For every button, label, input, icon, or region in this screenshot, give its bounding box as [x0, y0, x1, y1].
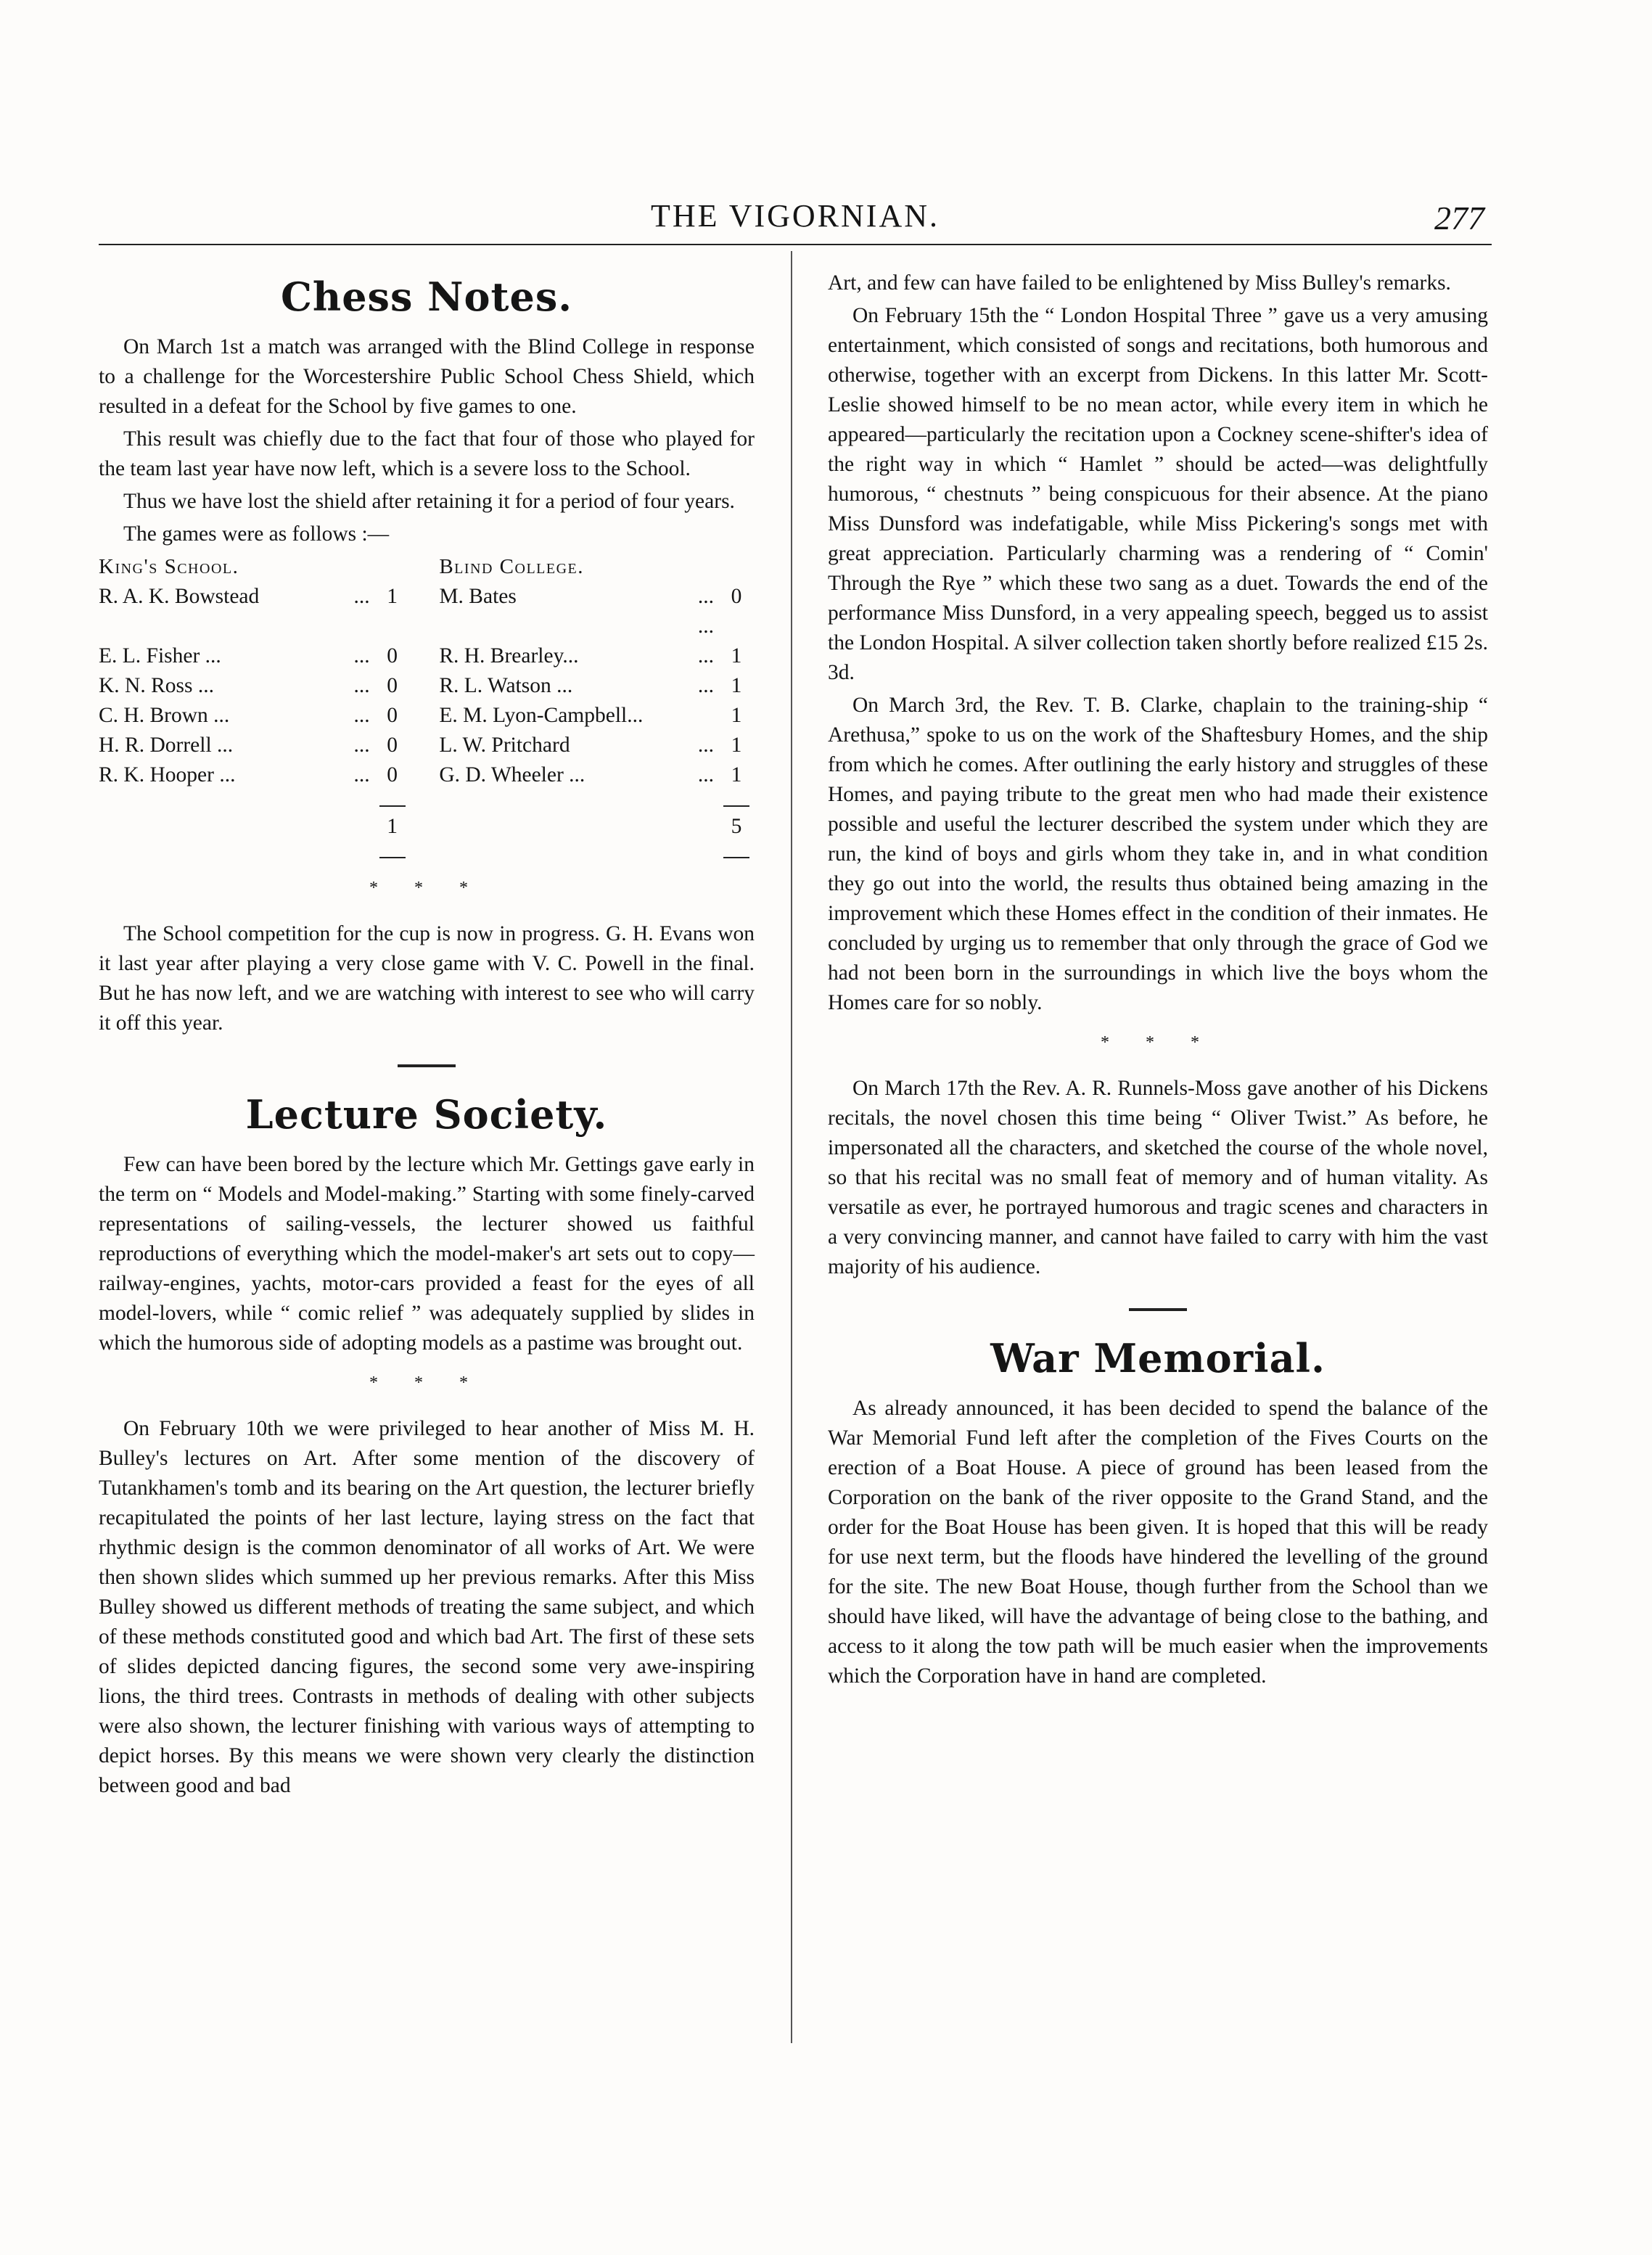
kings-player: K. N. Ross ...	[99, 674, 214, 697]
blind-player: R. L. Watson ...	[439, 674, 573, 697]
leader-dots: ...	[697, 734, 715, 757]
blind-college-header: Blind College.	[439, 555, 585, 578]
leader-dots: ...	[697, 644, 715, 668]
blind-score: 1	[731, 734, 742, 757]
blind-score: 1	[731, 674, 742, 697]
table-row	[99, 731, 755, 760]
blind-score: 1	[731, 704, 742, 727]
blind-player: G. D. Wheeler ...	[439, 763, 585, 786]
column-divider	[791, 251, 792, 2043]
leader-dots: ...	[697, 763, 715, 786]
war-memorial-title: War Memorial.	[990, 1335, 1326, 1381]
war-memorial-paragraph: As already announced, it has been decided to spend the balance of the War Memorial Fund left after the completion of the Fives Courts on the erection of a Boat House. A piece of ground has been leased from the Corporation on the bank of the river opposite to the Grand Stand, and the order for the Boat House has been given. It is hoped that this will be ready for use next term, but the floods have hindered the levelling of the ground for the site. The new Boat House, though further from the School than we should have liked, will have the advantage of being close to the bathing, and access to it along the tow path will be much easier when the improvements which the Corporation have in hand are completed.	[828, 1397, 1488, 1688]
leader-dots: ...	[353, 674, 370, 697]
blind-player: M. Bates	[439, 585, 517, 608]
leader-dots: ...	[353, 644, 370, 668]
total-rule-row	[99, 790, 755, 812]
blind-score: 1	[731, 644, 742, 668]
header-rule	[99, 244, 1492, 245]
games-intro: The games were as follows :—	[123, 522, 390, 546]
blind-player: L. W. Pritchard	[439, 734, 570, 757]
left-column	[99, 268, 755, 1804]
leader-dots: ...	[353, 734, 370, 757]
leader-dots: ...	[353, 763, 370, 786]
kings-player: R. K. Hooper ...	[99, 763, 236, 786]
total-row	[99, 812, 755, 842]
section-stars: * * *	[369, 879, 484, 898]
total-rule	[374, 842, 411, 863]
lecture-paragraph: On March 17th the Rev. A. R. Runnels-Moss gave another of his Dickens recitals, the novel chosen this time being “ Oliver Twist.” As before, he impersonated all the characters, and sketched the course of the whole novel, so that his recital was no small feat of memory and of human vitality. As versatile as ever, he portrayed humorous and tragic scenes and characters in a very convincing manner, and cannot have failed to carry with him the vast majority of his audience.	[828, 1077, 1488, 1278]
blind-total: 5	[731, 815, 742, 838]
kings-player: R. A. K. Bowstead	[99, 585, 260, 608]
lecture-paragraph: On March 3rd, the Rev. T. B. Clarke, chaplain to the training-ship “ Arethusa,” spoke to us on the work of the Shaftesbury Homes, and the ship from which he comes. After outlining the early history and struggles of these Homes, and paying tribute to the great men who had made their existence possible and useful the lecturer described the system under which they are run, the kind of boys and girls whom they take in, and in what condition they go out into the world, the results thus obtained being amazing in the improvement which these Homes effect in the condition of their inmates. He concluded by urging us to remember that only through the grace of God we had not been born in the surroundings in which live the boys whom the Homes care for so nobly.	[828, 694, 1488, 1014]
blind-player: E. M. Lyon-Campbell...	[439, 704, 644, 727]
running-title: THE VIGORNIAN.	[650, 198, 940, 234]
table-header-row	[99, 552, 755, 582]
leader-dots: ...	[353, 585, 370, 608]
kings-score: 0	[387, 644, 398, 668]
kings-score: 0	[387, 704, 398, 727]
leader-dots: ...	[353, 704, 370, 727]
leader-dots	[685, 701, 718, 731]
table-row	[99, 582, 755, 641]
leader-dots: ...	[697, 674, 715, 697]
kings-school-header: King's School.	[99, 555, 239, 578]
blind-score: 1	[731, 763, 742, 786]
lecture-society-title: Lecture Society.	[245, 1091, 608, 1138]
kings-player: C. H. Brown ...	[99, 704, 230, 727]
blind-player: R. H. Brearley...	[439, 644, 579, 668]
lecture-paragraph: Few can have been bored by the lecture which Mr. Gettings gave early in the term on “ Models and Model-making.” Starting with some finely-carved representations of sailing-vessels, the lecturer showed us faithful reproductions of everything which the model-maker's art sets out to copy—railway-engines, yachts, motor-cars provided a feast for the eyes of all model-lovers, while “ comic relief ” was adequately supplied by slides in which the humorous side of adopting models as a pastime was brought out.	[99, 1153, 755, 1355]
blind-score: 0	[731, 585, 742, 608]
chess-notes-title: Chess Notes.	[280, 274, 573, 320]
right-column	[828, 268, 1488, 1694]
lecture-paragraph: On February 10th we were privileged to hear another of Miss M. H. Bulley's lectures on Art. After some mention of the discovery of Tutankhamen's tomb and its bearing on the Art question, the lecturer briefly recapitulated the points of her last lecture, laying stress on the fact that rhythmic design is the common denominator of all works of Art. We were then shown slides which summed up her previous remarks. After this Miss Bulley showed us different methods of treating the same subject, and which of these methods constituted good and which bad Art. The first of these sets of slides depicted dancing figures, the second some very awe-inspiring lions, the third trees. Contrasts in methods of dealing with other subjects were also shown, the lecturer finishing with various ways of attempting to depict horses. By this means we were shown very clearly the distinction between good and bad	[99, 1417, 755, 1797]
table-row	[99, 641, 755, 671]
kings-score: 0	[387, 674, 398, 697]
table-row	[99, 701, 755, 731]
chess-results-table	[99, 552, 755, 863]
total-rule	[718, 842, 755, 863]
total-rule	[374, 790, 411, 812]
page-number: 277	[1434, 200, 1484, 237]
table-row	[99, 760, 755, 790]
section-divider	[1129, 1308, 1187, 1311]
chess-paragraph: On March 1st a match was arranged with the Blind College in response to a challenge for the Worcestershire Public School Chess Shield, which resulted in a defeat for the School by five games to one.	[99, 335, 755, 418]
chess-paragraph: Thus we have lost the shield after retaining it for a period of four years.	[123, 490, 735, 513]
section-divider	[398, 1064, 456, 1067]
leader-dots: ... ...	[697, 585, 715, 638]
total-rule-row	[99, 842, 755, 863]
total-rule	[718, 790, 755, 812]
section-stars: * * *	[1101, 1033, 1215, 1052]
kings-score: 1	[387, 585, 398, 608]
chess-paragraph: The School competition for the cup is now in progress. G. H. Evans won it last year after playing a very close game with V. C. Powell in the final. But he has now left, and we are watching with interest to see who will carry it off this year.	[99, 922, 755, 1035]
kings-player: E. L. Fisher ...	[99, 644, 221, 668]
kings-score: 0	[387, 734, 398, 757]
section-stars: * * *	[369, 1373, 484, 1392]
kings-total: 1	[387, 815, 398, 838]
chess-paragraph: This result was chiefly due to the fact that four of those who played for the team last year have now left, which is a severe loss to the School.	[99, 427, 755, 480]
kings-score: 0	[387, 763, 398, 786]
table-row	[99, 671, 755, 701]
kings-player: H. R. Dorrell ...	[99, 734, 234, 757]
page-header	[99, 197, 1492, 238]
lecture-paragraph-continued: Art, and few can have failed to be enlightened by Miss Bulley's remarks.	[828, 271, 1451, 295]
lecture-paragraph: On February 15th the “ London Hospital Three ” gave us a very amusing entertainment, which consisted of songs and recitations, both humorous and otherwise, together with an excerpt from Dickens. In this latter Mr. Scott-Leslie showed himself to be no mean actor, while every item in which he appeared—particularly the recitation upon a Cockney scene-shifter's idea of the right way in which “ Hamlet ” should be acted—was delightfully humorous, “ chestnuts ” being conspicuous for their absence. At the piano Miss Dunsford was indefatigable, while Miss Pickering's songs met with great appreciation. Particularly charming was a rendering of “ Comin' Through the Rye ” which these two sang as a duet. Towards the end of the performance Miss Dunsford, in a very appealing speech, begged us to assist the London Hospital. A silver collection taken shortly before realized £15 2s. 3d.	[828, 304, 1488, 684]
